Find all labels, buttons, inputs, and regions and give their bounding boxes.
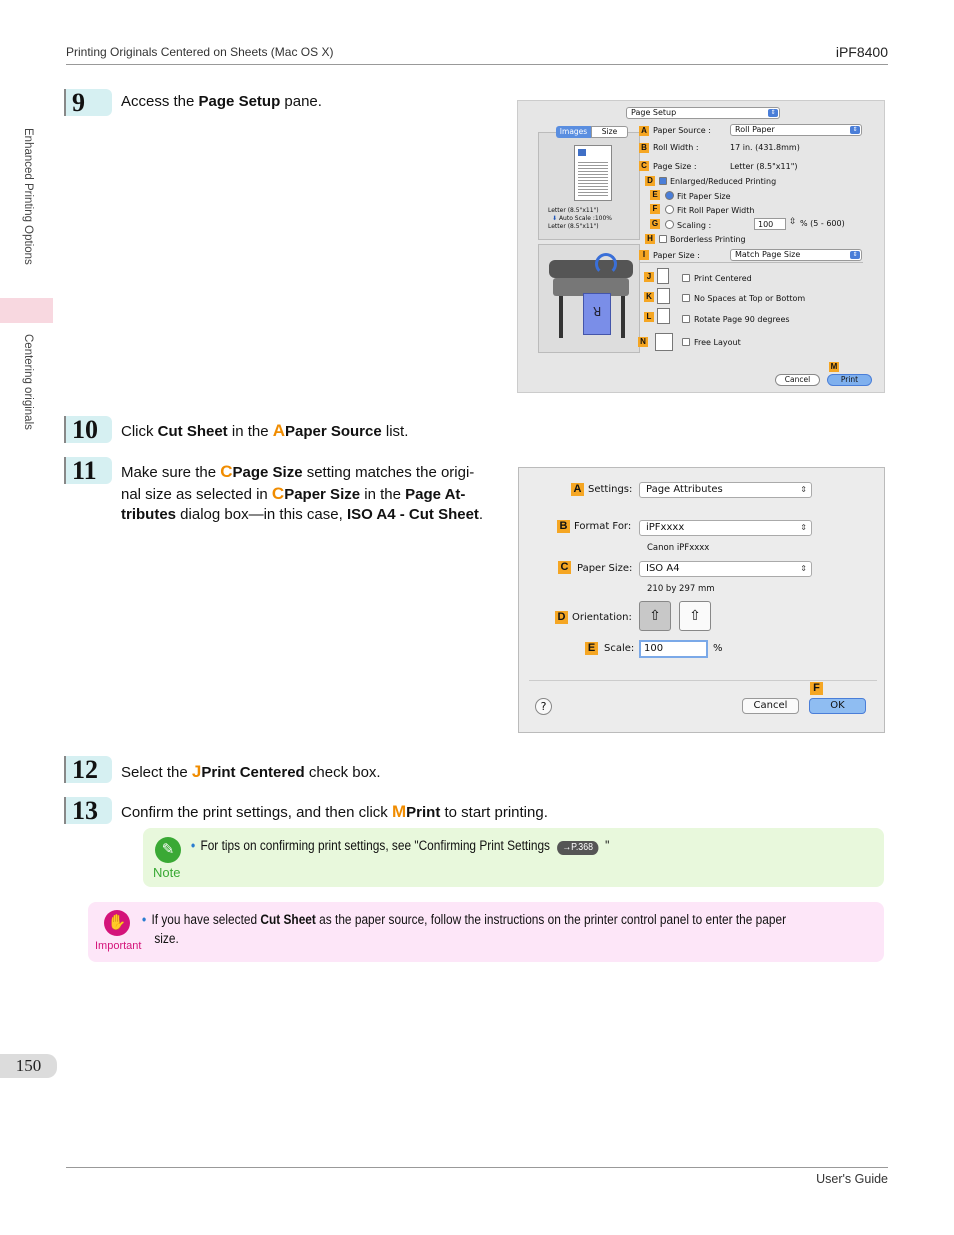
step-number-10: 10	[64, 416, 112, 443]
free-layout-icon	[655, 333, 673, 351]
paper-size-select[interactable]: ISO A4 ⇕	[639, 561, 812, 577]
pane-popup[interactable]: Page Setup ⇕	[626, 107, 780, 119]
settings-label: Settings:	[588, 484, 633, 495]
page-thumbnail	[574, 145, 612, 201]
preview-line-3: Letter (8.5"x11")	[548, 223, 599, 230]
note-text: • For tips on confirming print settings, see "Confirming Print Settings →P.368 "	[191, 838, 610, 853]
label-d: D	[555, 611, 568, 624]
label-b: B	[557, 520, 570, 533]
page-setup-screenshot	[517, 100, 885, 393]
running-header-title: Printing Originals Centered on Sheets (Mac OS X)	[66, 45, 334, 59]
scale-label: Scale:	[604, 643, 635, 654]
step-11-text: Make sure the CPage Size setting matches the origi- nal size as selected in CPaper Size in the Page At- tributes dialog box—in this case, ISO A4 - Cut Sheet.	[121, 462, 484, 523]
scaling-range: % (5 - 600)	[800, 219, 845, 228]
free-layout-label: Free Layout	[694, 338, 741, 347]
preview-tabs	[556, 126, 628, 138]
scaling-label: Scaling :	[677, 221, 712, 230]
no-spaces-checkbox[interactable]	[682, 294, 690, 302]
label-d: D	[645, 176, 655, 186]
footer-guide-name: User's Guide	[816, 1172, 888, 1186]
print-centered-label: Print Centered	[694, 274, 752, 283]
free-layout-checkbox[interactable]	[682, 338, 690, 346]
no-spaces-label: No Spaces at Top or Bottom	[694, 294, 806, 303]
format-label: Format For:	[574, 521, 632, 532]
format-sub: Canon iPFxxxx	[647, 543, 710, 553]
scaling-input[interactable]: 100	[754, 218, 786, 230]
step-10-text: Click Cut Sheet in the APaper Source list.	[121, 421, 409, 440]
scale-input[interactable]: 100	[639, 640, 708, 658]
divider	[639, 262, 863, 263]
paper-source-label: Paper Source :	[653, 126, 711, 135]
cancel-button[interactable]: Cancel	[775, 374, 820, 386]
print-centered-icon	[657, 268, 669, 284]
label-e: E	[585, 642, 598, 655]
important-label: Important	[95, 940, 142, 952]
sidebar-subsection: Centering originals	[22, 334, 34, 430]
scale-unit: %	[713, 643, 723, 654]
step-12-text: Select the JPrint Centered check box.	[121, 762, 381, 781]
borderless-label: Borderless Printing	[670, 235, 746, 244]
portrait-orientation-button[interactable]: ⇧	[639, 601, 671, 631]
important-box	[88, 902, 884, 962]
running-header-model: iPF8400	[835, 44, 888, 60]
label-f: F	[650, 204, 660, 214]
step-number-11: 11	[64, 457, 112, 484]
paper-size-label: Paper Size:	[577, 563, 633, 574]
help-button[interactable]: ?	[535, 698, 552, 715]
borderless-checkbox[interactable]	[659, 235, 667, 243]
printer-illustration-panel: ꓤ	[538, 244, 640, 353]
step-13-text: Confirm the print settings, and then click MPrint to start printing.	[121, 802, 548, 821]
page-size-label: Page Size :	[653, 162, 697, 171]
footer-divider	[66, 1167, 888, 1168]
preview-line-2: ⬇ Auto Scale :100%	[552, 215, 612, 222]
label-g: G	[651, 219, 659, 228]
page-attributes-screenshot	[518, 467, 885, 733]
label-b: B	[639, 143, 649, 153]
label-k: K	[644, 292, 654, 302]
fit-roll-radio[interactable]	[665, 205, 674, 214]
rotate-label: Rotate Page 90 degrees	[694, 315, 790, 324]
step-number-13: 13	[64, 797, 112, 824]
settings-select[interactable]: Page Attributes ⇕	[639, 482, 812, 498]
preview-line-1: Letter (8.5"x11")	[548, 207, 599, 214]
header-divider	[66, 64, 888, 65]
fit-paper-radio[interactable]	[665, 191, 674, 200]
label-f: F	[810, 682, 823, 695]
format-select[interactable]: iPFxxxx ⇕	[639, 520, 812, 536]
tab-images[interactable]: Images	[556, 126, 591, 138]
paper-source-select[interactable]: Roll Paper ⇕	[730, 124, 862, 136]
label-i: I	[639, 250, 649, 260]
enlarged-label: Enlarged/Reduced Printing	[670, 177, 777, 186]
enlarged-checkbox[interactable]	[659, 177, 667, 185]
paper-size-sub: 210 by 297 mm	[647, 584, 715, 594]
footer-divider	[529, 680, 877, 681]
page-number: 150	[0, 1054, 57, 1078]
page-size-value: Letter (8.5"x11")	[730, 162, 798, 171]
step-number-9: 9	[64, 89, 112, 116]
scaling-stepper[interactable]: ⇳	[789, 217, 797, 227]
rotate-checkbox[interactable]	[682, 315, 690, 323]
label-n: N	[638, 337, 648, 347]
label-c: C	[558, 561, 571, 574]
rotate-icon	[657, 308, 670, 324]
paper-size-select[interactable]: Match Page Size ⇕	[730, 249, 862, 261]
note-label: Note	[153, 865, 181, 880]
fit-paper-label: Fit Paper Size	[677, 192, 731, 201]
ok-button[interactable]: OK	[809, 698, 866, 714]
orientation-label: Orientation:	[572, 612, 632, 623]
landscape-orientation-button[interactable]: ⇧	[679, 601, 711, 631]
step-number-12: 12	[64, 756, 112, 783]
page-reference-link[interactable]: →P.368	[557, 841, 598, 855]
important-text: • If you have selected Cut Sheet as the paper source, follow the instructions on the printer control panel to enter the paper size.	[142, 912, 787, 946]
print-centered-checkbox[interactable]	[682, 274, 690, 282]
label-m: M	[830, 362, 838, 371]
tab-size[interactable]: Size	[591, 126, 628, 138]
cancel-button[interactable]: Cancel	[742, 698, 799, 714]
label-a: A	[639, 126, 649, 136]
roll-width-label: Roll Width :	[653, 143, 699, 152]
note-box	[143, 828, 884, 887]
sidebar-tab-marker	[0, 298, 53, 323]
sidebar-section: Enhanced Printing Options	[22, 128, 34, 265]
no-spaces-icon	[657, 288, 670, 304]
scaling-radio[interactable]	[665, 220, 674, 229]
fit-roll-label: Fit Roll Paper Width	[677, 206, 755, 215]
print-button[interactable]: Print	[827, 374, 872, 386]
label-h: H	[645, 234, 655, 244]
label-a: A	[571, 483, 584, 496]
label-l: L	[644, 312, 654, 322]
label-c: C	[639, 161, 649, 171]
paper-size-label: Paper Size :	[653, 251, 700, 260]
label-j: J	[644, 272, 654, 282]
note-pencil-icon: ✎	[155, 837, 181, 863]
step-9-text: Access the Page Setup pane.	[121, 93, 322, 110]
roll-width-value: 17 in. (431.8mm)	[730, 143, 800, 152]
important-hand-icon: ✋	[104, 910, 130, 936]
label-e: E	[650, 190, 660, 200]
